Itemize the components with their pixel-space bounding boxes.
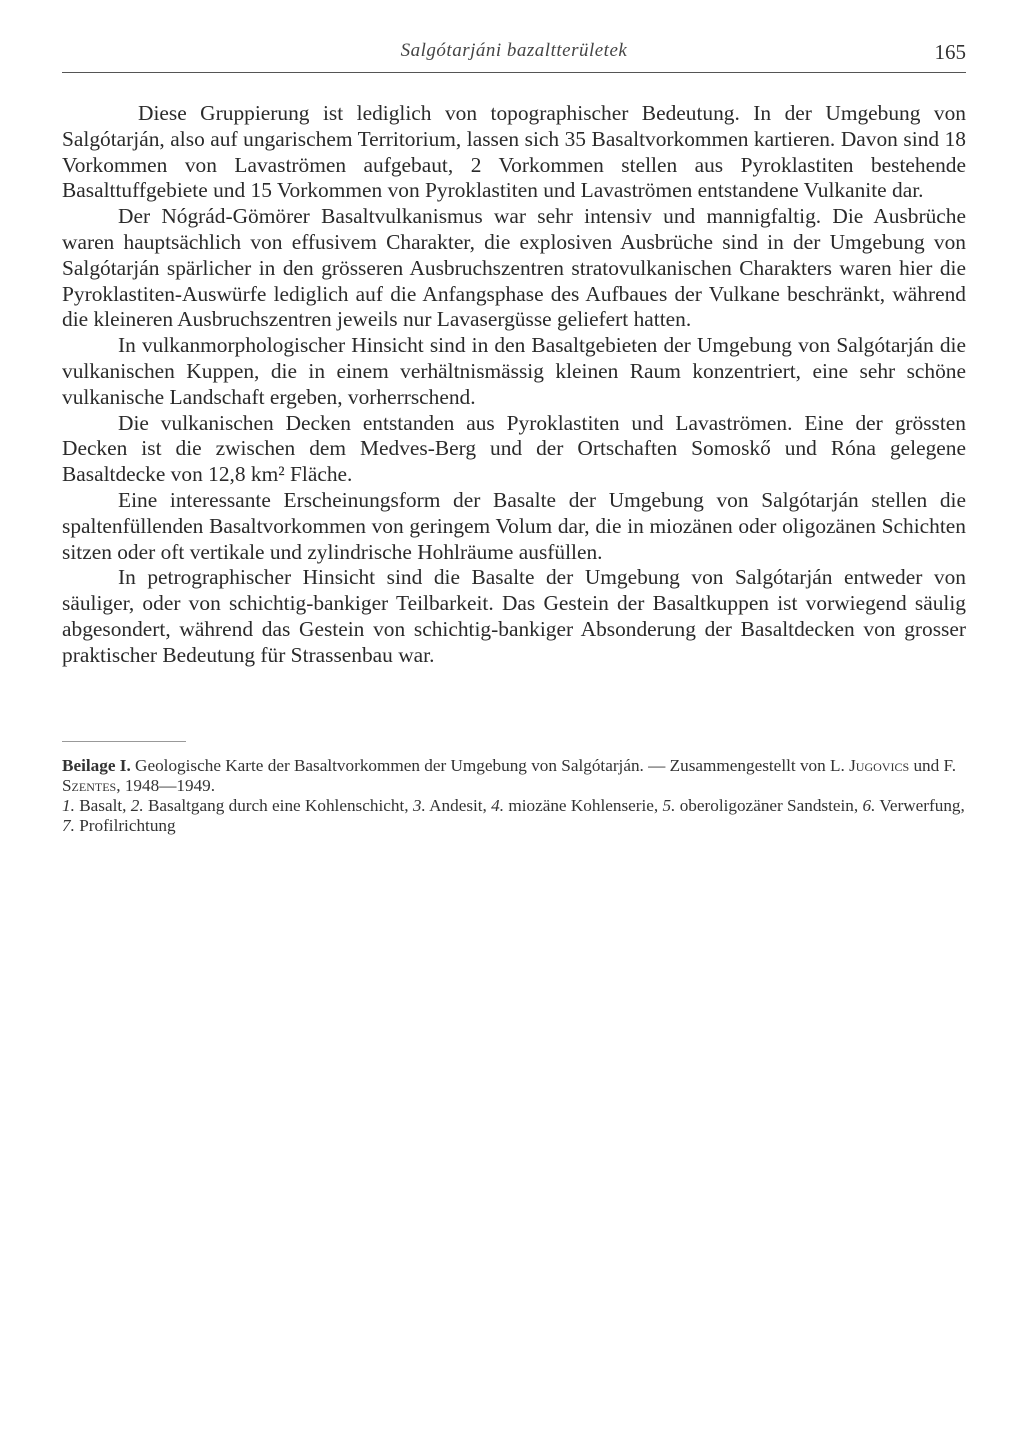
footnote-author-2: Szentes	[62, 775, 117, 795]
legend-num-1: 1.	[62, 795, 75, 815]
paragraph-4: Die vulkanischen Decken entstanden aus Pyroklastiten und Lavaströmen. Eine der grössten Decken ist die zwischen dem Medves-Berg und der Ortschaften Somoskő und Róna gelegene Basaltdecke von 12,8 km² Fläche.	[62, 410, 966, 487]
running-title: Salgótarjáni bazaltterületek	[400, 40, 628, 61]
footnote	[62, 756, 966, 836]
legend-num-3: 3.	[412, 795, 426, 815]
footnote-and: und F.	[913, 755, 956, 775]
body-text	[62, 101, 966, 669]
paragraph-1: Diese Gruppierung ist lediglich von topographischer Bedeutung. In der Umgebung von Salgótarján, also auf ungarischem Territorium, lassen sich 35 Basaltvorkommen kartieren. Davon sind 18 Vorkommen von Lavaströmen aufgebaut, 2 Vorkommen stellen aus Pyroklastiten bestehende Basalttuffgebiete und 15 Vorkommen von Pyroklastiten und Lavaströmen entstandene Vulkanite dar.	[62, 101, 966, 203]
running-header	[62, 38, 966, 73]
legend-num-2: 2.	[130, 795, 144, 815]
legend-num-4: 4.	[491, 795, 505, 815]
page-number: 165	[934, 40, 966, 64]
paragraph-6: In petrographischer Hinsicht sind die Basalte der Umgebung von Salgótarján entweder von säuliger, oder von schichtig-bankiger Teilbarkeit. Das Gestein der Basaltkuppen ist vorwiegend säulig abgesondert, während das Gestein von schichtig-bankiger Absonderung der Basaltdecken von grosser praktischer Bedeutung für Strassenbau war.	[62, 565, 966, 667]
footnote-caption	[62, 756, 966, 796]
footnote-legend	[62, 796, 966, 836]
paragraph-5: Eine interessante Erscheinungsform der Basalte der Umgebung von Salgótarján stellen die spaltenfüllenden Basaltvorkommen von geringem Volum dar, die in miozänen oder oligozänen Schichten sitzen oder oft vertikale und zylindrische Hohlräume ausfüllen.	[62, 487, 966, 564]
legend-text-6: Verwerfung,	[879, 795, 965, 815]
legend-text-3: Andesit,	[429, 795, 487, 815]
page	[62, 38, 966, 836]
legend-text-4: miozäne Kohlenserie,	[508, 795, 659, 815]
footnote-author-1: Jugovics	[849, 755, 910, 775]
legend-num-5: 5.	[662, 795, 676, 815]
footnote-years: , 1948—1949.	[116, 775, 216, 795]
legend-text-2: Basaltgang durch eine Kohlenschicht,	[147, 795, 409, 815]
legend-num-6: 6.	[862, 795, 876, 815]
footnote-divider	[62, 741, 186, 742]
footnote-label: Beilage I.	[62, 755, 131, 775]
legend-num-7: 7.	[62, 815, 75, 835]
legend-text-1: Basalt,	[79, 795, 127, 815]
legend-text-5: oberoligozäner Sandstein,	[679, 795, 859, 815]
legend-text-7: Profilrichtung	[79, 815, 176, 835]
paragraph-3: In vulkanmorphologischer Hinsicht sind in den Basaltgebieten der Umgebung von Salgótarján die vulkanischen Kuppen, die in einem verhältnismässig kleinen Raum konzentriert, eine sehr schöne vulkanische Landschaft ergeben, vorherrschend.	[62, 333, 966, 409]
paragraph-2: Der Nógrád-Gömörer Basaltvulkanismus war sehr intensiv und mannigfaltig. Die Ausbrüche waren hauptsächlich von effusivem Charakter, die explosiven Ausbrüche sind in der Umgebung von Salgótarján spärlicher in den grösseren Ausbruchszentren stratovulkanischen Charakters waren hier die Pyroklastiten-Auswürfe lediglich auf die Anfangsphase des Aufbaues der Vulkane beschränkt, während die kleineren Ausbruchszentren jeweils nur Lavasergüsse geliefert hatten.	[62, 204, 966, 332]
footnote-caption-text: Geologische Karte der Basaltvorkommen der Umgebung von Salgótarján. — Zusammengestellt von L.	[135, 755, 845, 775]
